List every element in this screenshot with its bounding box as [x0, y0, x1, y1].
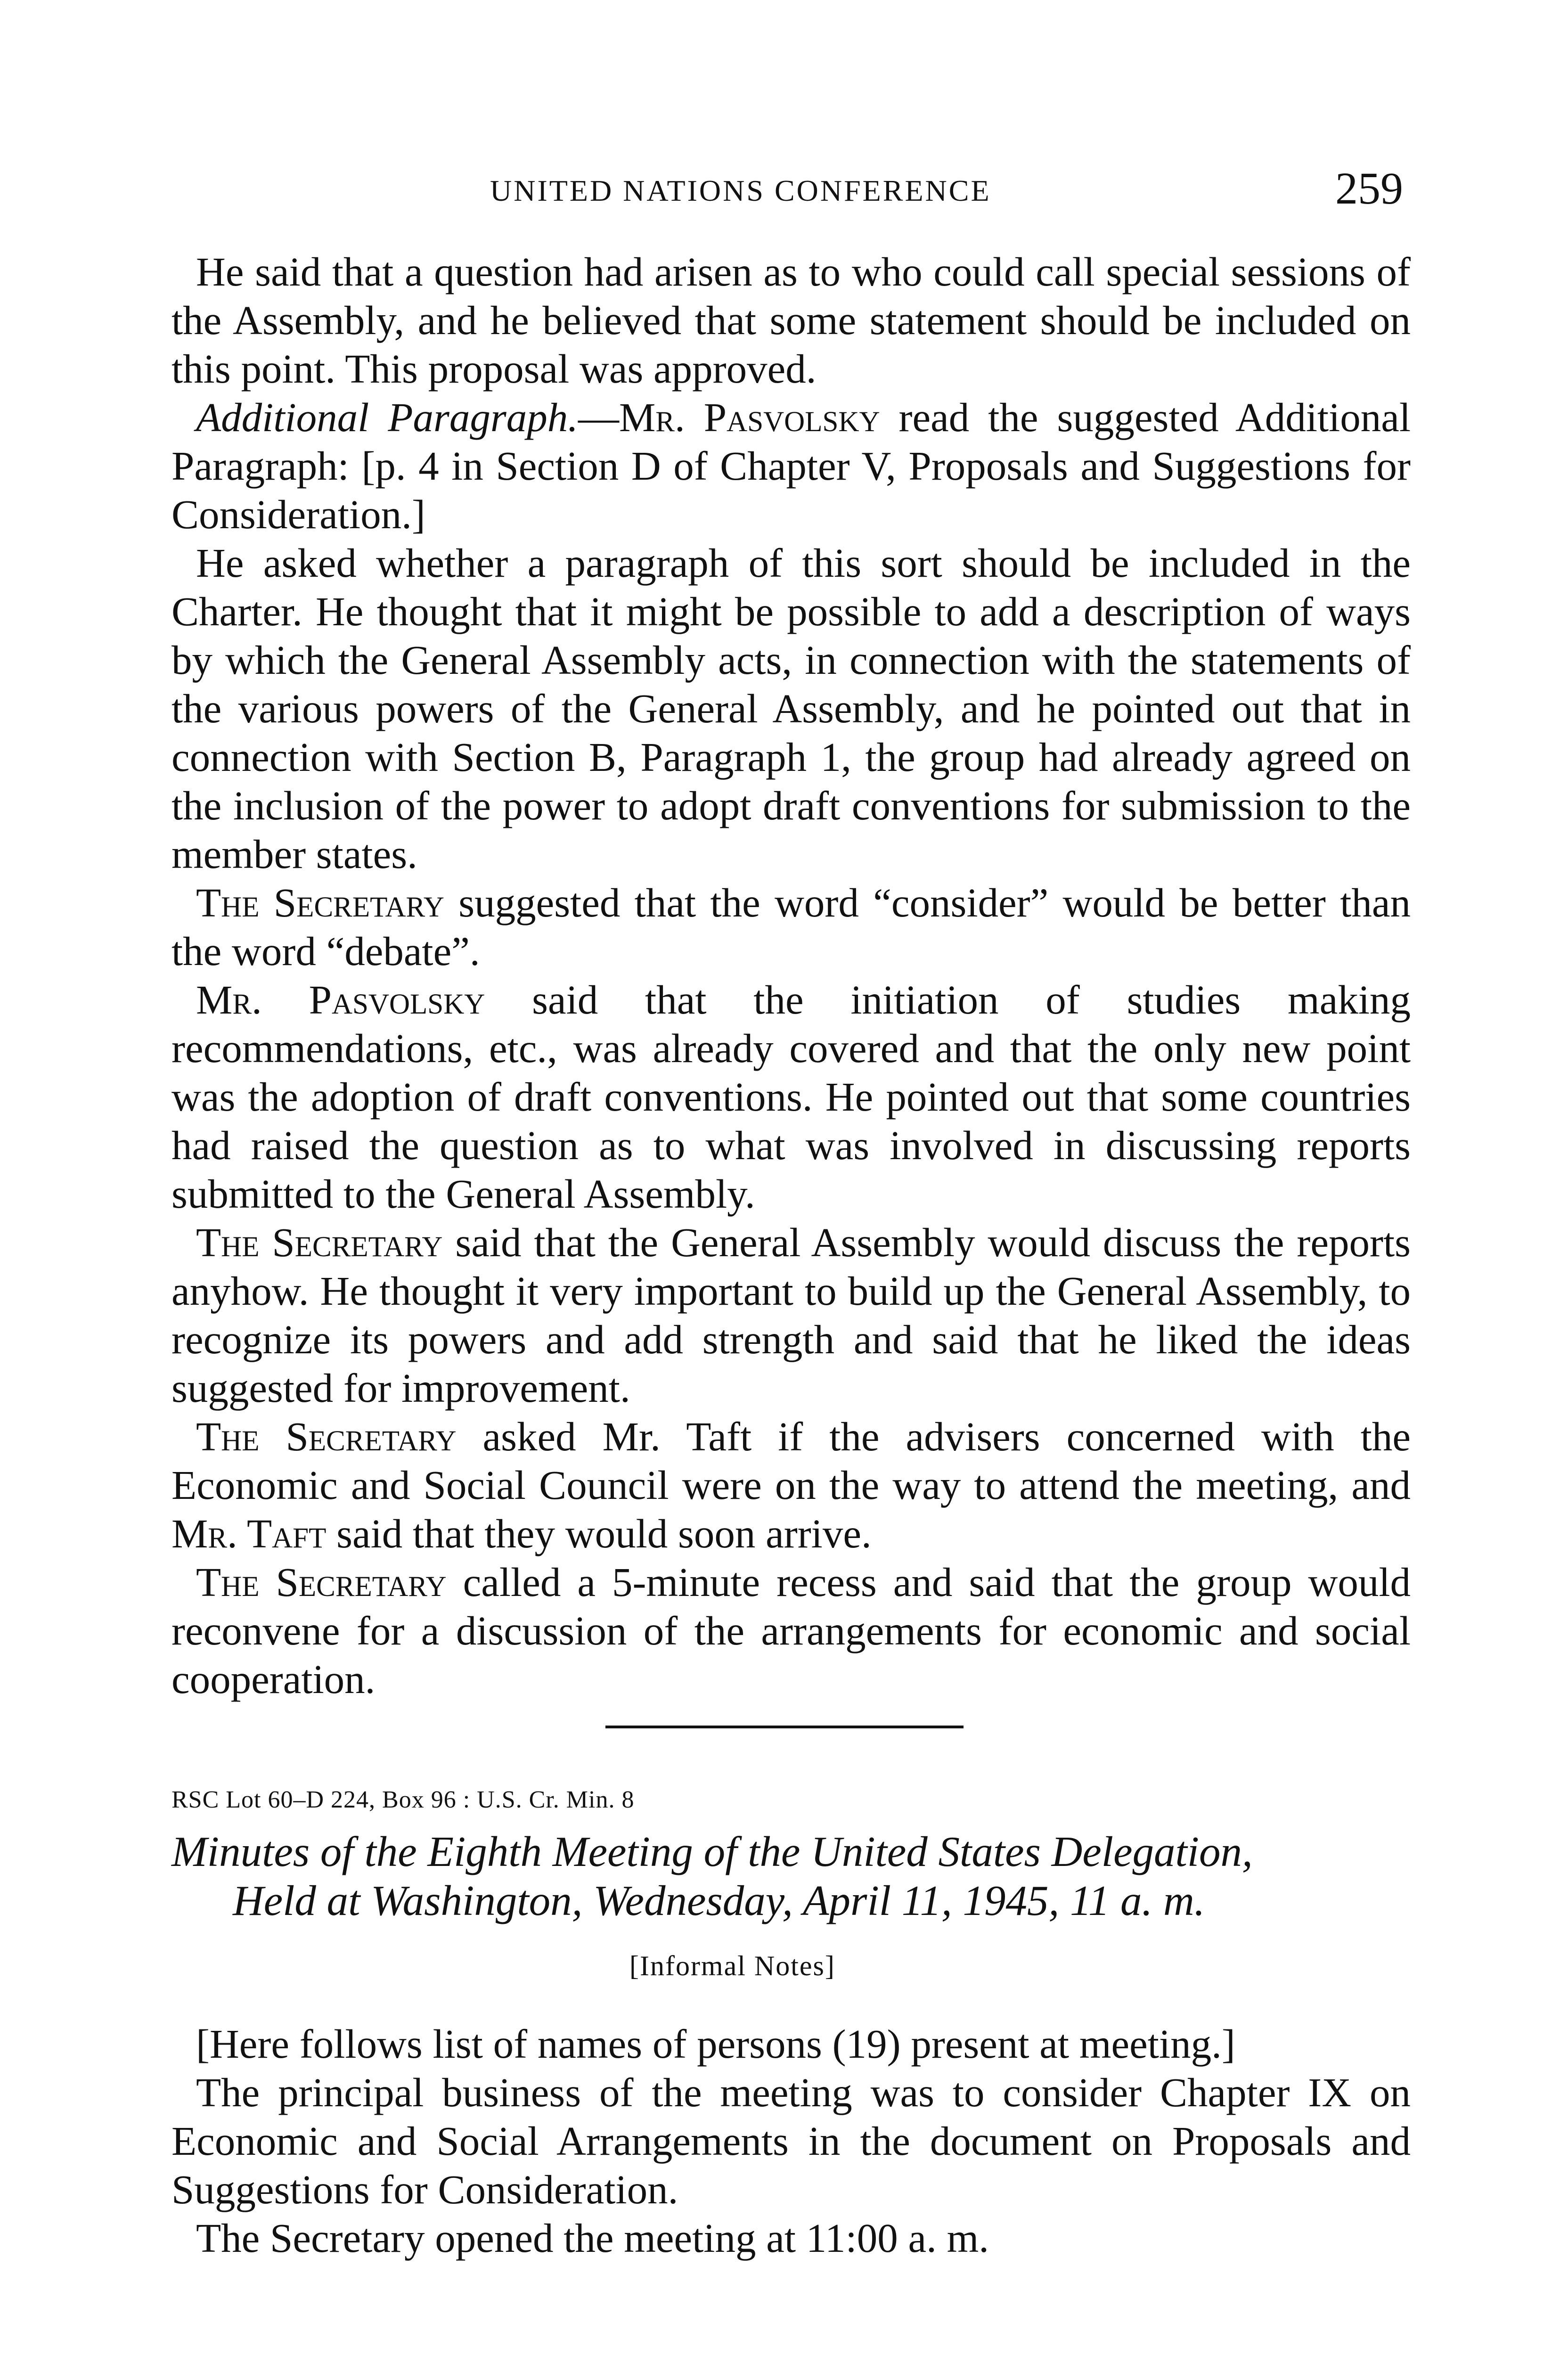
paragraph-opening: The Secretary opened the meeting at 11:00 a. m. — [196, 2215, 989, 2261]
minutes-title-line-1: Minutes of the Eighth Meeting of the United States Delegation, — [172, 1828, 1253, 1875]
speaker-name: —Mr. Pasvolsky — [578, 394, 880, 440]
main-text — [172, 247, 1411, 1703]
paragraph-secretary-consider — [172, 878, 1411, 975]
minutes-title-line-2: Held at Washington, Wednesday, April 11, 1945, 11 a. m. — [233, 1877, 1205, 1924]
paragraph-text: asked Mr. Taft if the advisers concerned with the Economic and Social Council were on the way to attend the meeting, and — [172, 1414, 1411, 1508]
paragraph-secretary-taft — [172, 1412, 1411, 1558]
speaker-name: Mr. Pasvolsky — [196, 977, 485, 1023]
paragraph-pasvolsky-studies — [172, 975, 1411, 1218]
paragraph-charter: He asked whether a paragraph of this sort should be included in the Charter. He thought that it might be possible to add a description of ways by which the General Assembly acts, in connection with the statements of the various powers of the General Assembly, and he pointed out that in connection with Section B, Paragraph 1, the group had already agreed on the inclusion of the power to adopt draft conventions for submission to the member states. — [172, 540, 1411, 877]
speaker-name: The Secretary — [196, 1219, 443, 1265]
paragraph-text: said that the initiation of studies making recommendations, etc., was already covered and that the only new point was the adoption of draft conventions. He pointed out that some countries had raised the question as to what was involved in discussing reports submitted to the General Assembly. — [172, 977, 1411, 1217]
speaker-name: Mr. Taft — [172, 1511, 327, 1556]
paragraph-business: The principal business of the meeting was to consider Chapter IX on Economic and Social Arrangements in the document on Proposals and Suggestions for Consideration. — [172, 2070, 1411, 2212]
source-note: RSC Lot 60–D 224, Box 96 : U.S. Cr. Min. 8 — [172, 1786, 635, 1813]
section-divider — [605, 1726, 964, 1728]
paragraph-secretary-reports — [172, 1218, 1411, 1412]
paragraph-additional — [172, 393, 1411, 539]
running-head: UNITED NATIONS CONFERENCE — [490, 174, 991, 207]
minutes-title — [172, 1827, 1411, 1925]
paragraph-secretary-recess — [172, 1558, 1411, 1703]
paragraph-text: called a 5-minute recess and said that the group would reconvene for a discussion of the arrangements for economic and social cooperation. — [172, 1559, 1411, 1702]
additional-paragraph-heading: Additional Paragraph. — [196, 394, 578, 440]
speaker-name: The Secretary — [196, 1414, 457, 1459]
speaker-name: The Secretary — [196, 1559, 447, 1605]
paragraph-text: said that the General Assembly would discuss the reports anyhow. He thought it very important to build up the General Assembly, to recognize its powers and add strength and said that he liked the ideas suggested for improvement. — [172, 1219, 1411, 1411]
minutes-text — [172, 2020, 1411, 2262]
paragraph-text: read the suggested Additional Paragraph: [p. 4 in Section D of Chapter V, Proposals and Suggestions for Consideration.] — [172, 394, 1411, 537]
informal-notes-label: [Informal Notes] — [629, 1950, 835, 1981]
page-number: 259 — [1335, 163, 1403, 213]
paragraph-text: said that they would soon arrive. — [326, 1511, 872, 1556]
paragraph-special-sessions: He said that a question had arisen as to who could call special sessions of the Assembly, and he believed that some statement should be included on this point. This proposal was approved. — [172, 249, 1411, 392]
paragraph-attendees: [Here follows list of names of persons (19) present at meeting.] — [196, 2021, 1235, 2067]
paragraph-text: suggested that the word “consider” would be better than the word “debate”. — [172, 880, 1411, 974]
speaker-name: The Secretary — [196, 880, 444, 925]
